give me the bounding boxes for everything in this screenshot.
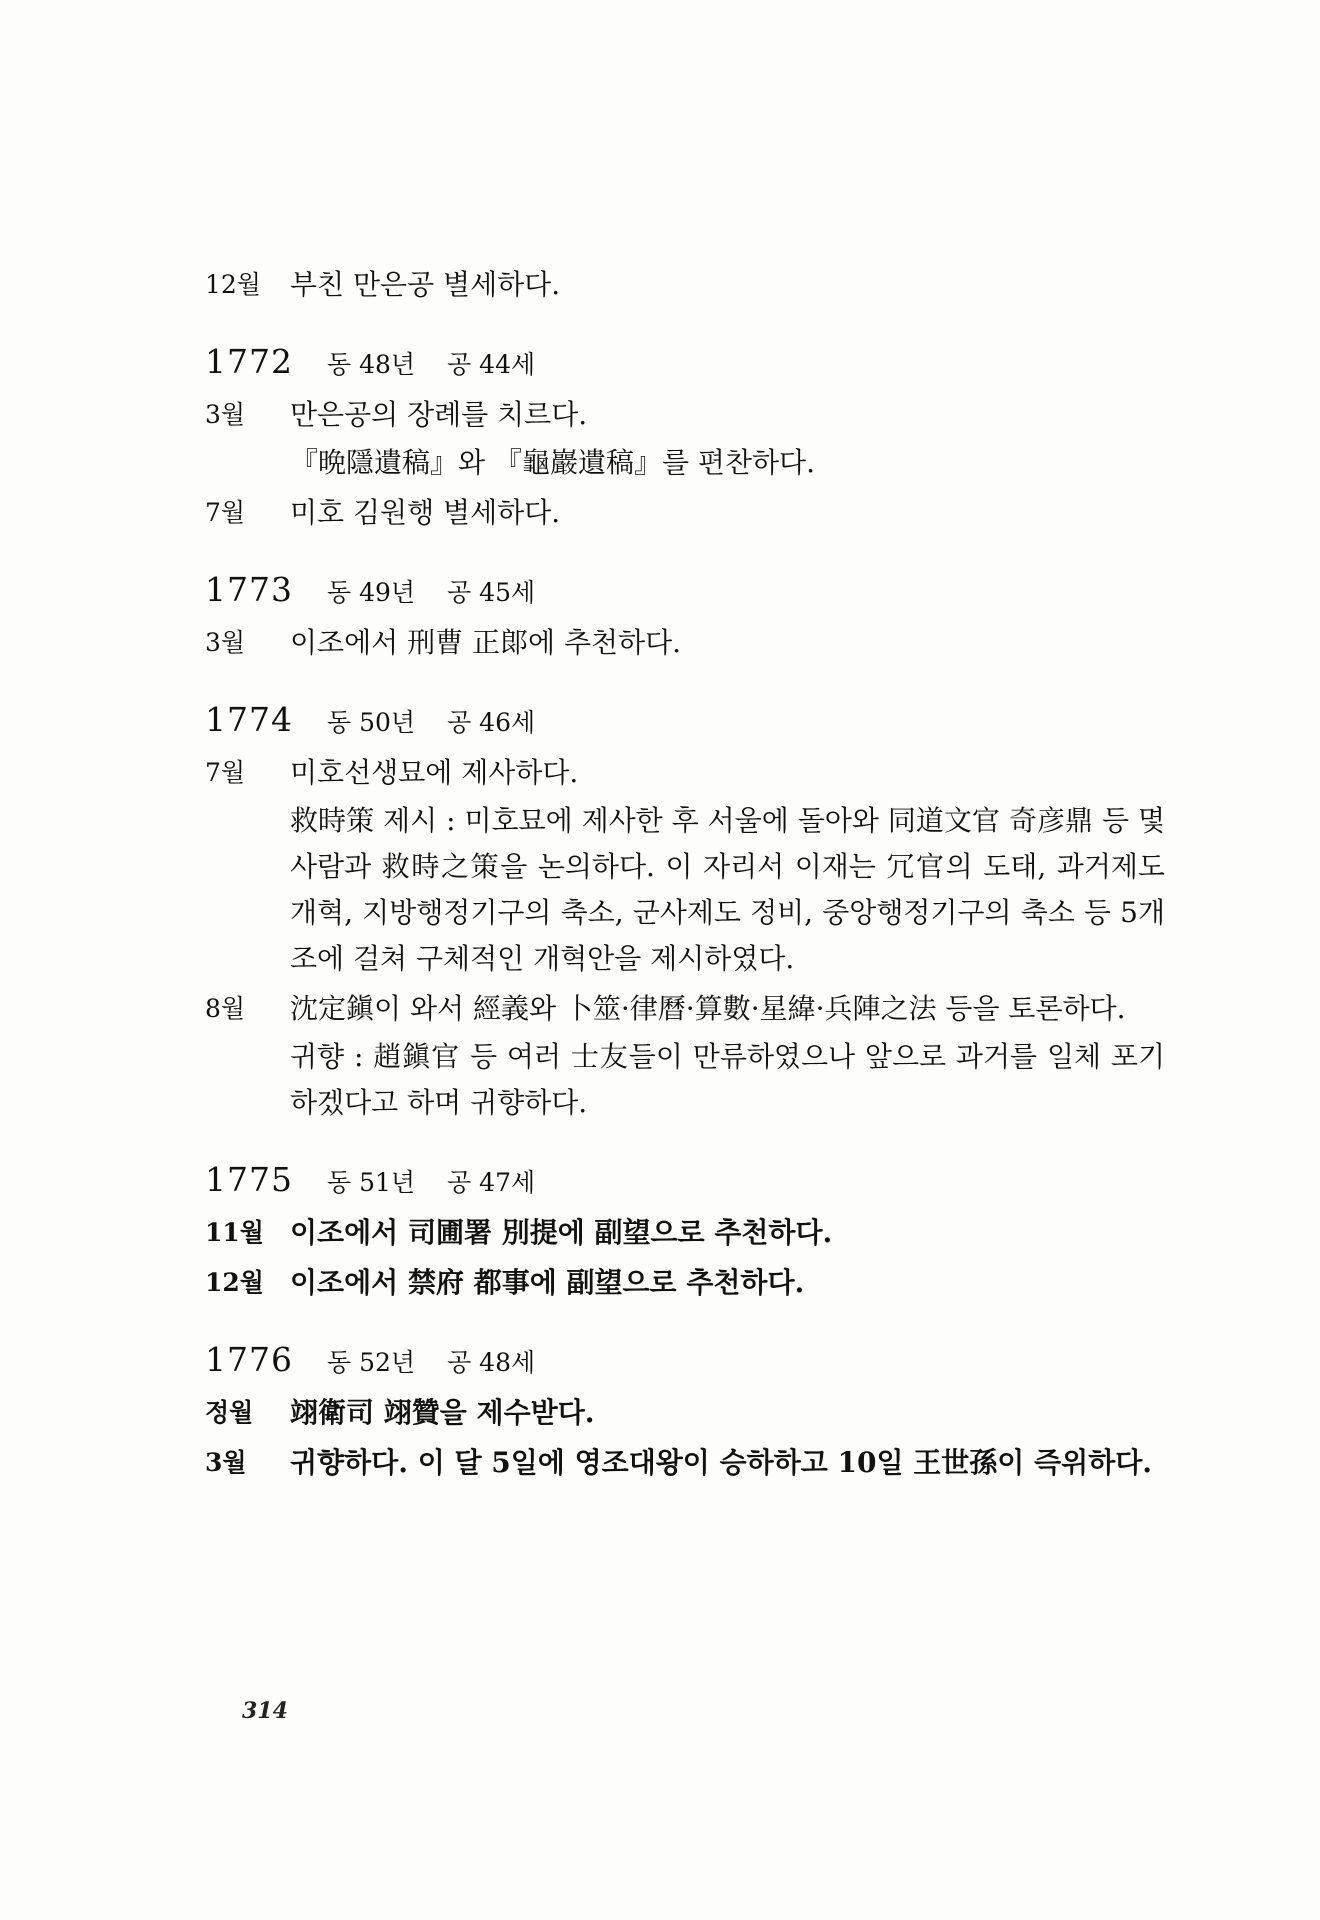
entry-month: 11월 bbox=[205, 1218, 264, 1247]
entry-text: 만은공의 장례를 치르다. bbox=[290, 398, 588, 431]
entry bbox=[205, 490, 1165, 536]
age: 공 44세 bbox=[447, 350, 536, 379]
entry-month: 3월 bbox=[205, 400, 246, 429]
entry bbox=[205, 1210, 1165, 1256]
year: 1776 bbox=[205, 1340, 293, 1379]
year-block-1776 bbox=[205, 1338, 1165, 1486]
entry bbox=[205, 1440, 1165, 1486]
page-number: 314 bbox=[242, 1698, 288, 1724]
entry-month: 7월 bbox=[205, 758, 246, 787]
year: 1774 bbox=[205, 700, 293, 739]
year-block-1774 bbox=[205, 698, 1165, 1126]
entry-month: 8월 bbox=[205, 994, 246, 1023]
entry bbox=[205, 620, 1165, 666]
reign-year: 동 48년 bbox=[327, 350, 416, 379]
entry-month: 정월 bbox=[205, 1398, 254, 1427]
reign-year: 동 49년 bbox=[327, 578, 416, 607]
entry-month: 12월 bbox=[205, 270, 261, 299]
entry-text: 미호선생묘에 제사하다. bbox=[290, 756, 579, 789]
year-block-1772 bbox=[205, 340, 1165, 536]
age: 공 45세 bbox=[447, 578, 536, 607]
entry bbox=[205, 1260, 1165, 1306]
age: 공 48세 bbox=[447, 1348, 536, 1377]
entry-text: 이조에서 禁府 都事에 副望으로 추천하다. bbox=[290, 1266, 805, 1299]
age: 공 46세 bbox=[447, 708, 536, 737]
entry-text: 부친 만은공 별세하다. bbox=[290, 268, 561, 301]
entry-text: 翊衛司 翊贊을 제수받다. bbox=[290, 1396, 595, 1429]
entry-text: 救時策 제시 : 미호묘에 제사한 후 서울에 돌아와 同道文官 奇彦鼎 등 몇 사람과 救時之策을 논의하다. 이 자리서 이재는 冗官의 도태, 과거제도 개혁, 지방행정기구의 축소, 군사제도 정비, 중앙행정기구의 축소 등 5개조에 걸쳐 구체적인 개혁안을 제시하였다. bbox=[290, 804, 1165, 975]
chronology-content bbox=[205, 262, 1165, 1490]
entry-month: 3월 bbox=[205, 1448, 247, 1477]
year-heading bbox=[205, 698, 1165, 742]
entry bbox=[205, 1390, 1165, 1436]
entry-text: 귀향하다. 이 달 5일에 영조대왕이 승하하고 10일 王世孫이 즉위하다. bbox=[290, 1446, 1153, 1479]
year-block-continued bbox=[205, 262, 1165, 308]
entry bbox=[205, 392, 1165, 486]
entry bbox=[205, 750, 1165, 982]
year-heading bbox=[205, 1158, 1165, 1202]
entry-month: 12월 bbox=[205, 1268, 264, 1297]
reign-year: 동 50년 bbox=[327, 708, 416, 737]
entry bbox=[205, 986, 1165, 1126]
entry-text: 귀향 : 趙鎭官 등 여러 士友들이 만류하였으나 앞으로 과거를 일체 포기하겠다고 하며 귀향하다. bbox=[290, 1040, 1165, 1119]
age: 공 47세 bbox=[447, 1168, 536, 1197]
year-block-1773 bbox=[205, 568, 1165, 666]
entry-text: 『晩隱遺稿』와 『龜巖遺稿』를 편찬하다. bbox=[290, 446, 815, 479]
year-heading bbox=[205, 1338, 1165, 1382]
entry bbox=[205, 262, 1165, 308]
entry-text: 미호 김원행 별세하다. bbox=[290, 496, 561, 529]
year: 1772 bbox=[205, 342, 293, 381]
year-block-1775 bbox=[205, 1158, 1165, 1306]
year-heading bbox=[205, 340, 1165, 384]
entry-text: 이조에서 司圃署 別提에 副望으로 추천하다. bbox=[290, 1216, 833, 1249]
reign-year: 동 52년 bbox=[327, 1348, 416, 1377]
entry-text: 이조에서 刑曹 正郞에 추천하다. bbox=[290, 626, 682, 659]
entry-month: 7월 bbox=[205, 498, 246, 527]
entry-month: 3월 bbox=[205, 628, 246, 657]
year: 1775 bbox=[205, 1160, 293, 1199]
year: 1773 bbox=[205, 570, 293, 609]
entry-text: 沈定鎭이 와서 經義와 卜筮·律曆·算數·星緯·兵陣之法 등을 토론하다. bbox=[290, 992, 1126, 1025]
year-heading bbox=[205, 568, 1165, 612]
reign-year: 동 51년 bbox=[327, 1168, 416, 1197]
